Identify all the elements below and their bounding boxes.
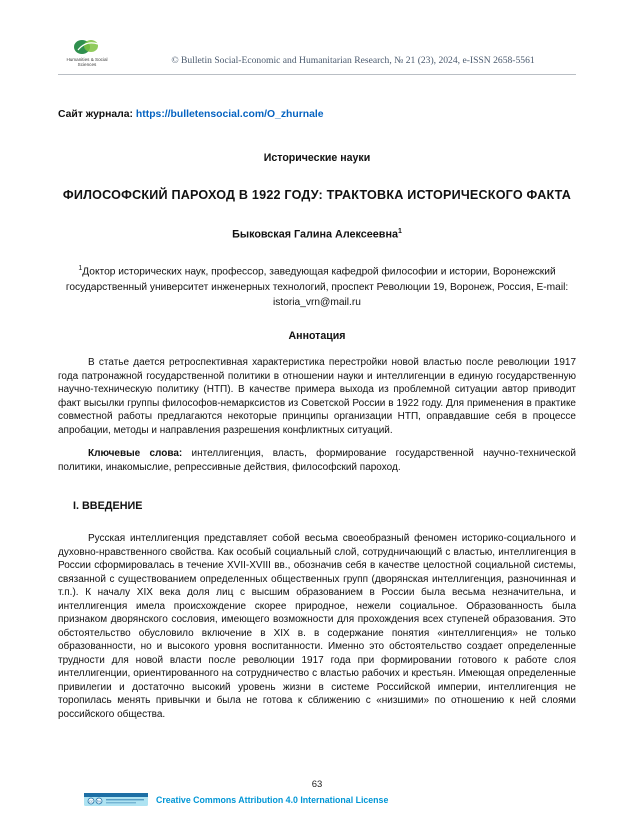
keywords-paragraph — [58, 447, 576, 474]
cc-license-badge-icon — [84, 793, 148, 806]
svg-text:cc: cc — [89, 798, 93, 804]
abstract-paragraph: В статье дается ретроспективная характеристика перестройки новой властью после революции 1917 года патронажной государственной политики в отношении науки и интеллигенции в единую государственную научно-техническую политику (НТП). В качестве примера выхода из проблемной ситуации автор приводит факт высылки группы философов-немарксистов из Советской России в 1922 году. Для применения в практике совместной работы предлагаются некоторые принципы организации НТП, оправдавшие себя в процессе апробации, методы и направления разрешения конфликтных ситуаций. — [58, 357, 576, 436]
page-footer — [58, 779, 576, 806]
keywords-label: Ключевые слова: — [88, 448, 183, 460]
keywords-text: интеллигенция, власть, формирование государственной научно-технической политики, инакомыслие, репрессивные действия, философский пароход. — [58, 448, 576, 473]
journal-logo-icon — [72, 38, 102, 56]
paper-title: ФИЛОСОФСКИЙ ПАРОХОД В 1922 ГОДУ: ТРАКТОВКА ИСТОРИЧЕСКОГО ФАКТА — [62, 187, 572, 202]
section-label: Исторические науки — [263, 151, 371, 164]
license-text[interactable]: Creative Commons Attribution 4.0 International License — [156, 794, 389, 805]
svg-text:by: by — [96, 798, 102, 804]
author-line — [58, 228, 576, 241]
abstract-heading: Аннотация — [288, 330, 346, 343]
journal-site-link[interactable]: https://bulletensocial.com/O_zhurnale — [135, 108, 324, 120]
author-name: Быковская Галина Алексеевна — [232, 228, 398, 241]
affiliation — [58, 264, 576, 310]
journal-header-line: © Bulletin Social-Economic and Humanitarian Research, № 21 (23), 2024, e-ISSN 2658-5561 — [171, 54, 535, 66]
introduction-heading: I. ВВЕДЕНИЕ — [73, 500, 143, 513]
journal-logo — [58, 38, 116, 68]
license-row — [58, 793, 576, 806]
introduction-paragraph: Русская интеллигенция представляет собой весьма своеобразный феномен историко-социального и духовно-нравственного свойства. Как особый социальный слой, сотрудничающий с властью, интеллигенция в России сформировалась в течение XVII-XVIII вв., обозначив себя в качестве целостной социальной системы, связанной с существованием определенных общественных групп (дворянская интеллигенция, разночинная и т.п.). К началу XIX века доля лиц с высшим образованием в России была весьма незначительна, и интеллигенция имела происхождение скорее природное, нежели социальное. Образованность была признаком дворянского сословия, имеющего возможности для прохождения всех ступеней образования. Это обстоятельство обусловило включение в XIX в. в содержание понятия «интеллигенция» не только образованности, но и высокого уровня воспитанности. Именно это обстоятельство создает определенные трудности для новой власти после революции 1917 года при формировании готового к работе слоя интеллигенции, ориентированного на сотрудничество с властью рабочих и крестьян. Имеющая определенные привилегии и достаточно высокий уровень жизни в системе Российской империи, интеллигенция не торопилась менять привычки и была не готова к сближению с «низшими» по отношению к ней слоями российского общества. — [58, 533, 576, 720]
journal-logo-title: Humanities & Social Sciences — [66, 57, 108, 68]
page-number: 63 — [311, 779, 323, 790]
journal-site-line — [58, 109, 576, 120]
author-affiliation-mark: 1 — [397, 227, 402, 235]
affiliation-mark: 1 — [78, 265, 83, 273]
site-label: Сайт журнала: — [58, 108, 134, 120]
page-header — [58, 38, 576, 75]
affiliation-text: Доктор исторических наук, профессор, заведующая кафедрой философии и истории, Воронежский государственный университет инженерных технологий, проспект Революции 19, Воронеж, Россия, E-mail: istoria_vrn@mail.ru — [65, 266, 569, 309]
